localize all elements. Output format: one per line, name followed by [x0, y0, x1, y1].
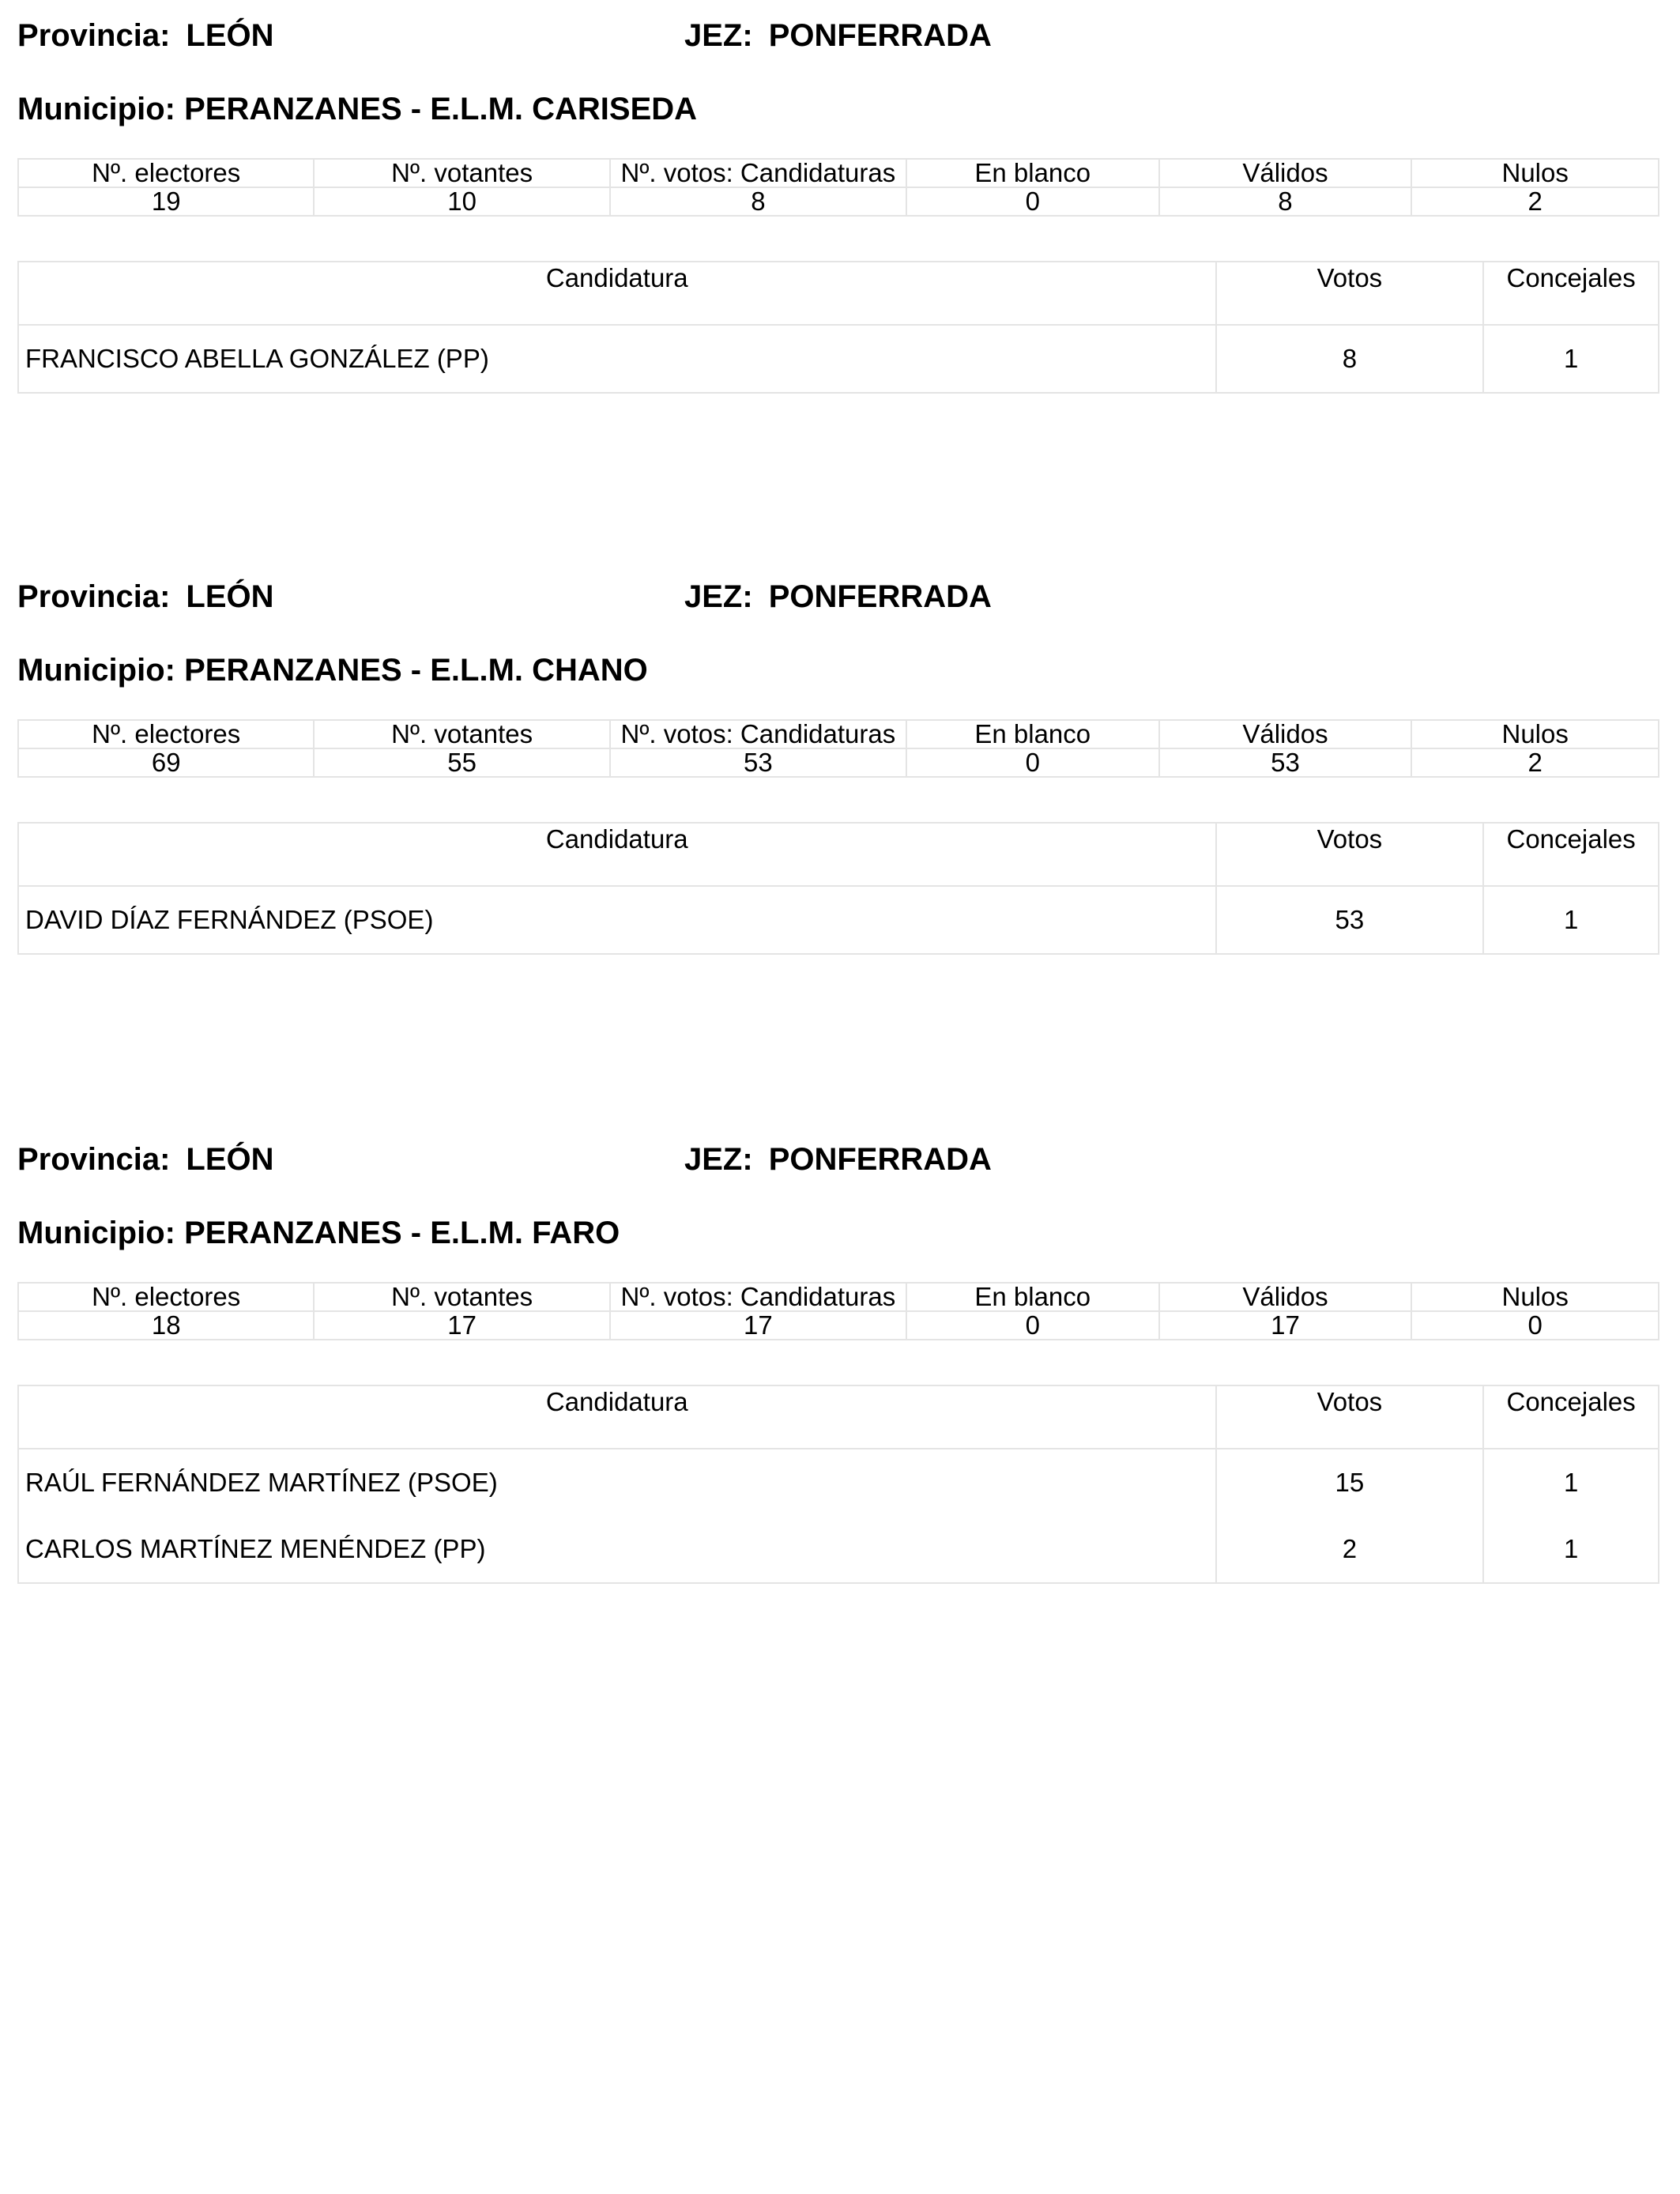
municipio-value: PERANZANES - E.L.M. FARO [184, 1216, 620, 1250]
jez-value: PONFERRADA [768, 1142, 992, 1177]
stats-header-cell: Nulos [1411, 720, 1659, 748]
candidates-header-cell: Concejales [1483, 262, 1659, 325]
municipio-label: Municipio: [17, 653, 175, 688]
candidate-name: RAÚL FERNÁNDEZ MARTÍNEZ (PSOE) [18, 1449, 1216, 1516]
provincia-header [17, 17, 274, 54]
stats-header-cell: En blanco [906, 720, 1159, 748]
stats-table [17, 719, 1659, 778]
jez-header [684, 17, 992, 54]
stats-header-row [18, 720, 1659, 748]
candidates-header-cell: Candidatura [18, 1385, 1216, 1449]
municipio-title [17, 1215, 620, 1251]
candidate-row [18, 886, 1659, 954]
candidates-header-cell: Concejales [1483, 823, 1659, 886]
stats-value-cell: 8 [1159, 187, 1412, 216]
candidate-votos: 2 [1216, 1516, 1484, 1583]
candidates-table [17, 1385, 1659, 1584]
stats-header-cell: En blanco [906, 1283, 1159, 1311]
stats-value-cell: 0 [906, 187, 1159, 216]
candidates-header-cell: Concejales [1483, 1385, 1659, 1449]
candidates-header-cell: Candidatura [18, 262, 1216, 325]
provincia-value: LEÓN [186, 1142, 274, 1177]
municipio-value: PERANZANES - E.L.M. CHANO [184, 653, 648, 688]
stats-header-cell: Válidos [1159, 1283, 1412, 1311]
jez-label: JEZ: [684, 1142, 753, 1177]
stats-header-cell: Nº. electores [18, 720, 314, 748]
stats-value-cell: 19 [18, 187, 314, 216]
stats-table [17, 158, 1659, 217]
jez-header [684, 579, 992, 615]
stats-header-row [18, 159, 1659, 187]
stats-value-row [18, 1311, 1659, 1340]
candidate-row [18, 325, 1659, 393]
stats-value-cell: 69 [18, 748, 314, 777]
candidate-concejales: 1 [1483, 325, 1659, 393]
stats-header-cell: En blanco [906, 159, 1159, 187]
candidates-header-row [18, 823, 1659, 886]
candidate-name: CARLOS MARTÍNEZ MENÉNDEZ (PP) [18, 1516, 1216, 1583]
candidates-table [17, 261, 1659, 394]
stats-value-cell: 53 [1159, 748, 1412, 777]
provincia-header [17, 579, 274, 615]
candidates-table [17, 822, 1659, 955]
candidate-votos: 8 [1216, 325, 1484, 393]
jez-value: PONFERRADA [768, 18, 992, 53]
stats-header-cell: Nº. votantes [314, 720, 609, 748]
candidates-header-row [18, 262, 1659, 325]
stats-value-cell: 17 [314, 1311, 609, 1340]
stats-value-cell: 2 [1411, 748, 1659, 777]
stats-header-cell: Válidos [1159, 720, 1412, 748]
candidate-row [18, 1516, 1659, 1583]
jez-label: JEZ: [684, 579, 753, 614]
candidate-row [18, 1449, 1659, 1516]
candidate-name: FRANCISCO ABELLA GONZÁLEZ (PP) [18, 325, 1216, 393]
stats-value-row [18, 748, 1659, 777]
stats-value-cell: 17 [610, 1311, 906, 1340]
stats-header-cell: Nº. electores [18, 159, 314, 187]
jez-header [684, 1141, 992, 1178]
municipio-title [17, 91, 697, 127]
candidate-concejales: 1 [1483, 1449, 1659, 1516]
stats-header-cell: Nº. votos: Candidaturas [610, 1283, 906, 1311]
municipio-label: Municipio: [17, 1216, 175, 1250]
stats-value-cell: 0 [906, 748, 1159, 777]
provincia-value: LEÓN [186, 18, 274, 53]
candidate-concejales: 1 [1483, 886, 1659, 954]
candidates-header-cell: Votos [1216, 262, 1484, 325]
stats-header-cell: Válidos [1159, 159, 1412, 187]
candidates-header-cell: Votos [1216, 823, 1484, 886]
candidate-name: DAVID DÍAZ FERNÁNDEZ (PSOE) [18, 886, 1216, 954]
candidates-header-cell: Candidatura [18, 823, 1216, 886]
stats-value-cell: 10 [314, 187, 609, 216]
candidate-concejales: 1 [1483, 1516, 1659, 1583]
candidate-votos: 53 [1216, 886, 1484, 954]
stats-header-row [18, 1283, 1659, 1311]
stats-value-cell: 0 [906, 1311, 1159, 1340]
provincia-label: Provincia: [17, 18, 171, 53]
provincia-value: LEÓN [186, 579, 274, 614]
provincia-header [17, 1141, 274, 1178]
stats-value-cell: 53 [610, 748, 906, 777]
stats-value-cell: 18 [18, 1311, 314, 1340]
stats-value-cell: 0 [1411, 1311, 1659, 1340]
stats-header-cell: Nº. electores [18, 1283, 314, 1311]
stats-header-cell: Nº. votantes [314, 159, 609, 187]
provincia-label: Provincia: [17, 1142, 171, 1177]
stats-value-cell: 17 [1159, 1311, 1412, 1340]
stats-table [17, 1282, 1659, 1340]
stats-value-cell: 55 [314, 748, 609, 777]
stats-value-cell: 8 [610, 187, 906, 216]
jez-value: PONFERRADA [768, 579, 992, 614]
provincia-label: Provincia: [17, 579, 171, 614]
stats-header-cell: Nulos [1411, 159, 1659, 187]
candidates-header-row [18, 1385, 1659, 1449]
stats-header-cell: Nº. votantes [314, 1283, 609, 1311]
municipio-label: Municipio: [17, 92, 175, 126]
stats-header-cell: Nº. votos: Candidaturas [610, 720, 906, 748]
stats-value-cell: 2 [1411, 187, 1659, 216]
stats-value-row [18, 187, 1659, 216]
municipio-value: PERANZANES - E.L.M. CARISEDA [184, 92, 698, 126]
jez-label: JEZ: [684, 18, 753, 53]
municipio-title [17, 652, 648, 688]
stats-header-cell: Nulos [1411, 1283, 1659, 1311]
stats-header-cell: Nº. votos: Candidaturas [610, 159, 906, 187]
candidates-header-cell: Votos [1216, 1385, 1484, 1449]
candidate-votos: 15 [1216, 1449, 1484, 1516]
